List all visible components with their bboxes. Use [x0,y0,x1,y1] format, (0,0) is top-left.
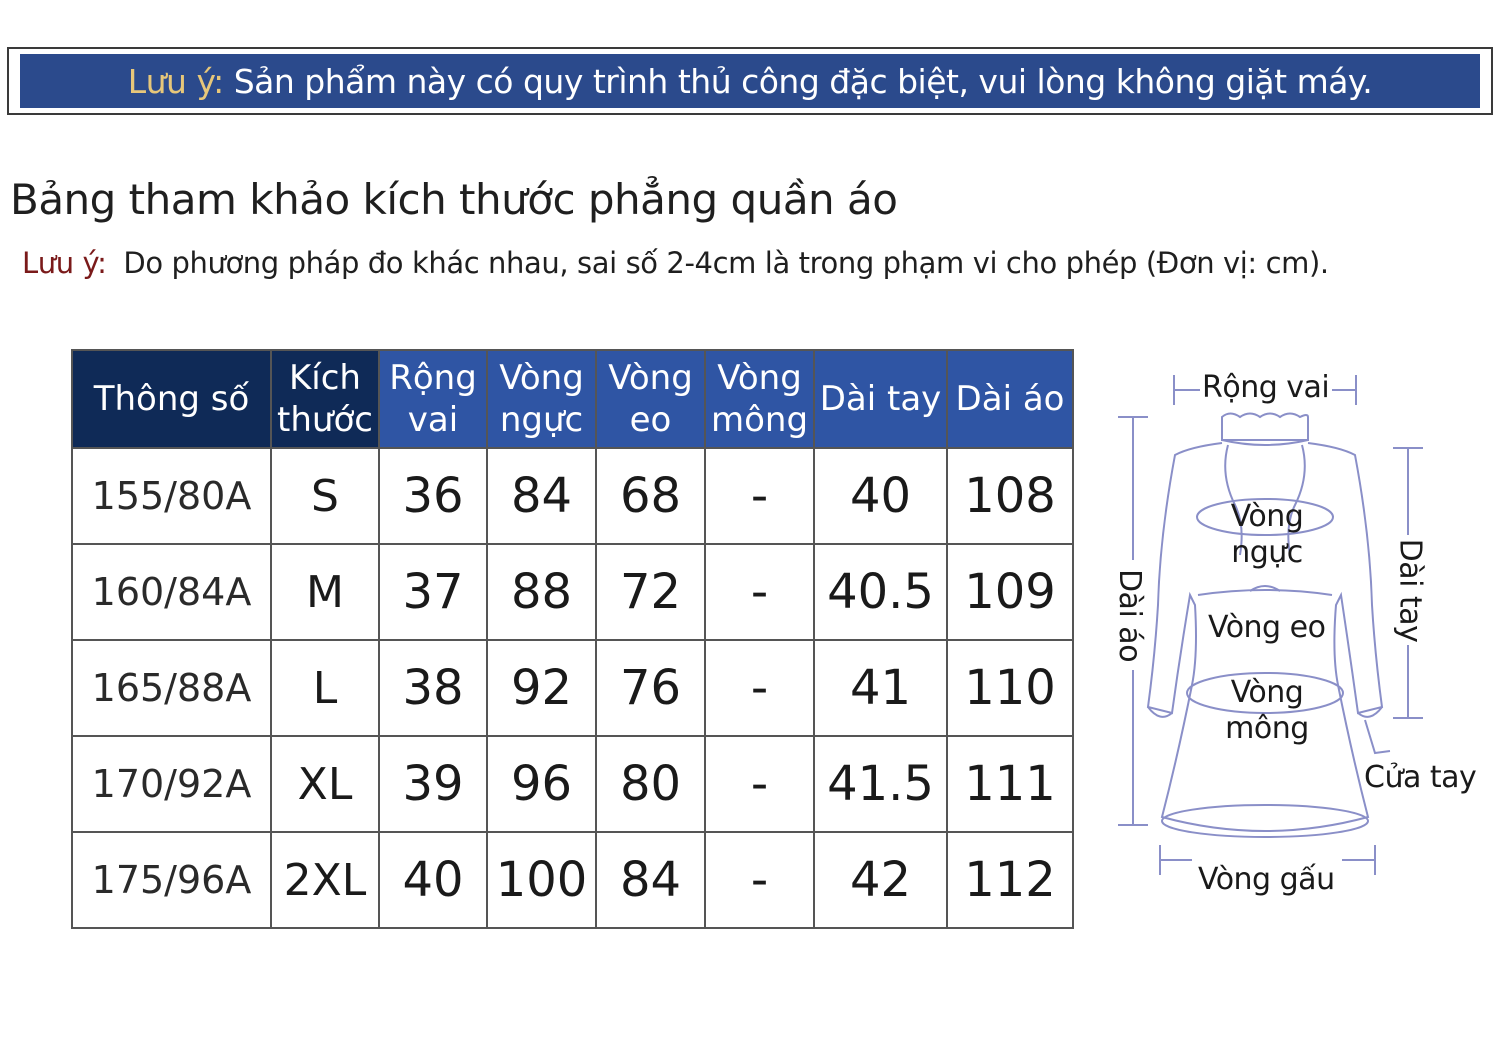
cell-length: 112 [947,832,1073,928]
cell-chest: 84 [487,448,596,544]
header-waist: Vòng eo [596,350,705,448]
cell-spec: 165/88A [72,640,271,736]
cell-hip: - [705,640,814,736]
table-row [72,544,1073,640]
page-title: Bảng tham khảo kích thước phẳng quần áo [10,175,898,224]
chest-label: Vòng ngực [1230,499,1304,570]
waist-label: Vòng eo [1208,610,1326,645]
notice-text: Sản phẩm này có quy trình thủ công đặc biệt, vui lòng không giặt máy. [233,61,1373,101]
cell-sleeve: 41 [814,640,947,736]
cell-length: 109 [947,544,1073,640]
cell-size: 2XL [271,832,379,928]
cell-hip: - [705,832,814,928]
cell-shoulder: 36 [379,448,487,544]
header-sleeve: Dài tay [814,350,947,448]
cell-size: M [271,544,379,640]
measurement-note-text: Do phương pháp đo khác nhau, sai số 2-4cm là trong phạm vi cho phép (Đơn vị: cm). [123,246,1329,280]
header-shoulder: Rộng vai [379,350,487,448]
measurement-note [22,246,1329,280]
cell-shoulder: 37 [379,544,487,640]
table-row [72,736,1073,832]
cell-waist: 84 [596,832,705,928]
cell-spec: 170/92A [72,736,271,832]
length-label: Dài áo [1112,568,1148,663]
cell-waist: 76 [596,640,705,736]
hip-label: Vòng mông [1225,675,1309,746]
header-length: Dài áo [947,350,1073,448]
cell-size: L [271,640,379,736]
cell-spec: 160/84A [72,544,271,640]
cell-hip: - [705,544,814,640]
header-chest: Vòng ngực [487,350,596,448]
header-size: Kích thước [271,350,379,448]
notice-label: Lưu ý: [127,61,224,101]
hem-label: Vòng gấu [1198,862,1335,897]
cell-chest: 92 [487,640,596,736]
sleeve-length-label: Dài tay [1392,538,1428,643]
cell-length: 108 [947,448,1073,544]
header-hip: Vòng mông [705,350,814,448]
shoulder-width-label: Rộng vai [1202,370,1330,405]
cell-length: 110 [947,640,1073,736]
cell-spec: 175/96A [72,832,271,928]
cell-shoulder: 38 [379,640,487,736]
cell-sleeve: 40 [814,448,947,544]
table-row [72,640,1073,736]
cuff-label: Cửa tay [1364,760,1477,795]
cell-hip: - [705,448,814,544]
cell-chest: 88 [487,544,596,640]
cell-spec: 155/80A [72,448,271,544]
garment-measurement-diagram [1100,355,1500,915]
cell-chest: 96 [487,736,596,832]
size-table [71,349,1074,929]
cell-hip: - [705,736,814,832]
cell-sleeve: 40.5 [814,544,947,640]
cell-waist: 68 [596,448,705,544]
notice-bar [20,54,1480,108]
cell-shoulder: 40 [379,832,487,928]
header-spec: Thông số [72,350,271,448]
cell-waist: 80 [596,736,705,832]
table-header-row [72,350,1073,448]
table-row [72,832,1073,928]
cell-shoulder: 39 [379,736,487,832]
notice-banner [7,47,1493,115]
cell-size: S [271,448,379,544]
cell-size: XL [271,736,379,832]
measurement-note-label: Lưu ý: [22,246,107,280]
cell-sleeve: 42 [814,832,947,928]
cell-length: 111 [947,736,1073,832]
table-row [72,448,1073,544]
cell-waist: 72 [596,544,705,640]
cell-sleeve: 41.5 [814,736,947,832]
cell-chest: 100 [487,832,596,928]
